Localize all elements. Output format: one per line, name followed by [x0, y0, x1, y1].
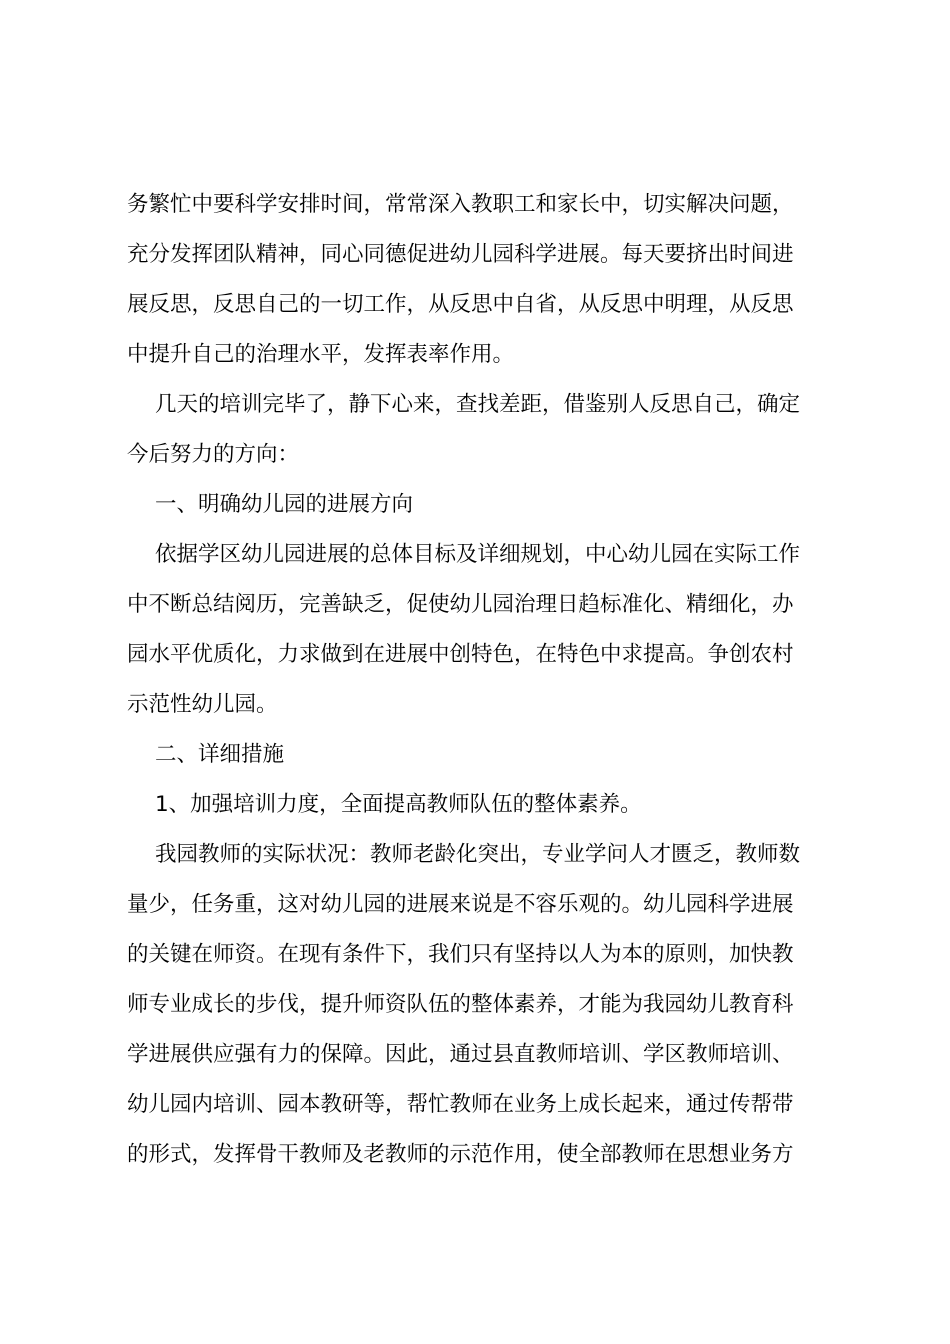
subsection-heading: 1、加强培训力度，全面提高教师队伍的整体素养。: [155, 792, 642, 817]
text-line: 务繁忙中要科学安排时间，常常深入教职工和家长中，切实解决问题，: [127, 192, 794, 217]
section-heading: 一、明确幼儿园的进展方向: [155, 492, 414, 517]
text-line: 量少，任务重，这对幼儿园的进展来说是不容乐观的。幼儿园科学进展: [127, 892, 794, 917]
text-line: 幼儿园内培训、园本教研等，帮忙教师在业务上成长起来，通过传帮带: [127, 1092, 794, 1117]
text-line: 师专业成长的步伐，提升师资队伍的整体素养，才能为我园幼儿教育科: [127, 992, 794, 1017]
text-line: 今后努力的方向：: [127, 442, 300, 467]
text-line: 学进展供应强有力的保障。因此，通过县直教师培训、学区教师培训、: [127, 1042, 794, 1067]
paragraph-line: 我园教师的实际状况：教师老龄化突出，专业学问人才匮乏，教师数: [155, 842, 801, 867]
section-heading: 二、详细措施: [155, 742, 285, 767]
text-line: 示范性幼儿园。: [127, 692, 278, 717]
text-line: 园水平优质化，力求做到在进展中创特色，在特色中求提高。争创农村: [127, 642, 794, 667]
text-line: 的关键在师资。在现有条件下，我们只有坚持以人为本的原则，加快教: [127, 942, 794, 967]
paragraph-line: 几天的培训完毕了，静下心来，查找差距，借鉴别人反思自己，确定: [155, 392, 801, 417]
text-line: 中提升自己的治理水平，发挥表率作用。: [127, 342, 515, 367]
text-line: 中不断总结阅历，完善缺乏，促使幼儿园治理日趋标准化、精细化，办: [127, 592, 794, 617]
text-line: 的形式，发挥骨干教师及老教师的示范作用，使全部教师在思想业务方: [127, 1142, 794, 1167]
paragraph-line: 依据学区幼儿园进展的总体目标及详细规划，中心幼儿园在实际工作: [155, 542, 801, 567]
text-line: 展反思，反思自己的一切工作，从反思中自省，从反思中明理，从反思: [127, 292, 794, 317]
text-line: 充分发挥团队精神，同心同德促进幼儿园科学进展。每天要挤出时间进: [127, 242, 794, 267]
